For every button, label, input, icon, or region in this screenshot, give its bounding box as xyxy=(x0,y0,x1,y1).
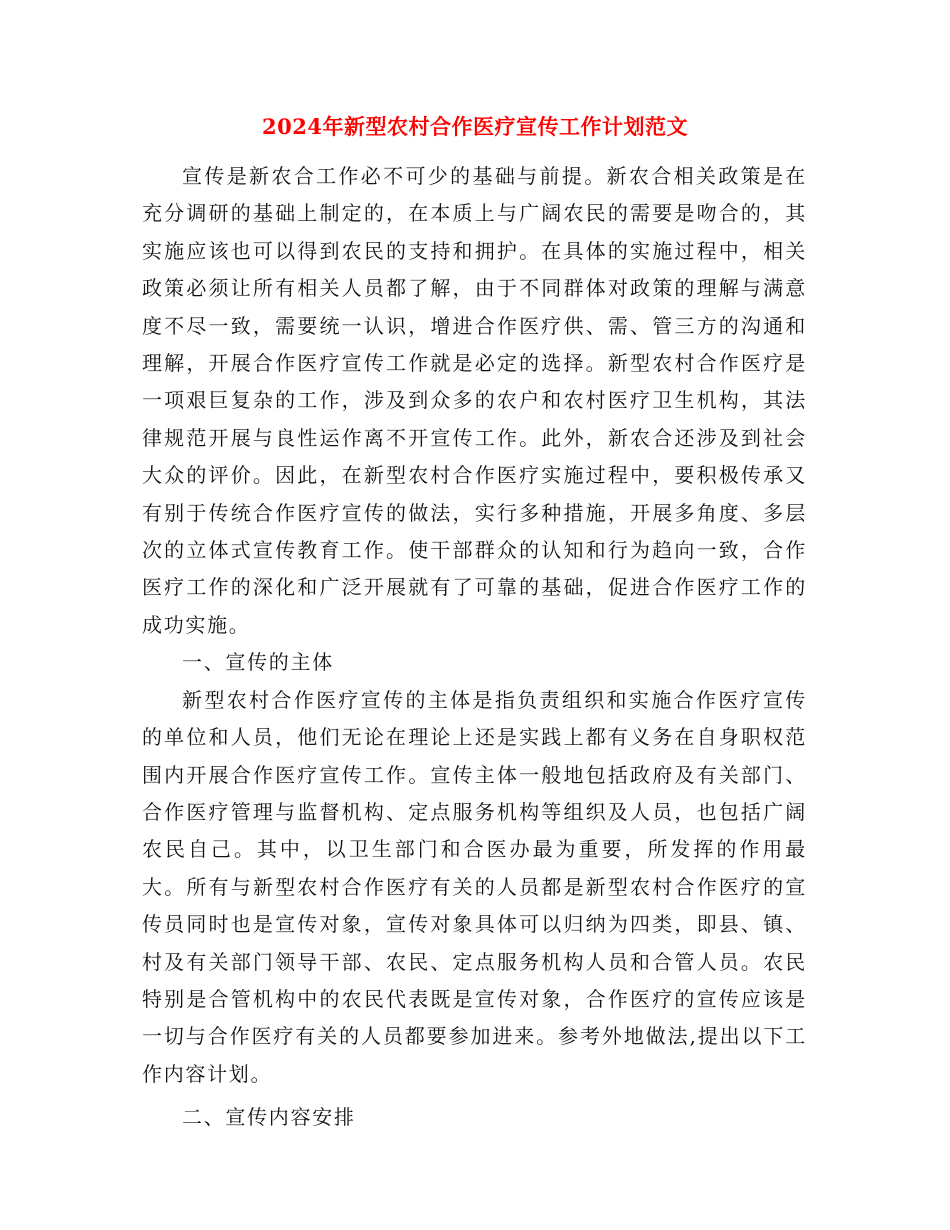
section-heading-content: 二、宣传内容安排 xyxy=(182,1105,356,1130)
document-body xyxy=(142,158,807,1137)
section-heading-subject: 一、宣传的主体 xyxy=(182,650,334,675)
document-title: 2024年新型农村合作医疗宣传工作计划范文 xyxy=(262,114,688,139)
paragraph-intro: 宣传是新农合工作必不可少的基础与前提。新农合相关政策是在充分调研的基础上制定的，在本质上与广阔农民的需要是吻合的，其实施应该也可以得到农民的支持和拥护。在具体的实施过程中，相关政策必须让所有相关人员都了解，由于不同群体对政策的理解与满意度不尽一致，需要统一认识，增进合作医疗供、需、管三方的沟通和理解，开展合作医疗宣传工作就是必定的选择。新型农村合作医疗是一项艰巨复杂的工作，涉及到众多的农户和农村医疗卫生机构，其法律规范开展与良性运作离不开宣传工作。此外，新农合还涉及到社会大众的评价。因此，在新型农村合作医疗实施过程中，要积极传承又有别于传统合作医疗宣传的做法，实行多种措施，开展多角度、多层次的立体式宣传教育工作。使干部群众的认知和行为趋向一致，合作医疗工作的深化和广泛开展就有了可靠的基础，促进合作医疗工作的成功实施。 xyxy=(142,164,807,637)
paragraph-subject: 新型农村合作医疗宣传的主体是指负责组织和实施合作医疗宣传的单位和人员，他们无论在理论上还是实践上都有义务在自身职权范围内开展合作医疗宣传工作。宣传主体一般地包括政府及有关部门、合作医疗管理与监督机构、定点服务机构等组织及人员，也包括广阔农民自己。其中，以卫生部门和合医办最为重要，所发挥的作用最大。所有与新型农村合作医疗有关的人员都是新型农村合作医疗的宣传员同时也是宣传对象，宣传对象具体可以归纳为四类，即县、镇、村及有关部门领导干部、农民、定点服务机构人员和合管人员。农民特别是合管机构中的农民代表既是宣传对象，合作医疗的宣传应该是一切与合作医疗有关的人员都要参加进来。参考外地做法,提出以下工作内容计划。 xyxy=(142,687,807,1086)
